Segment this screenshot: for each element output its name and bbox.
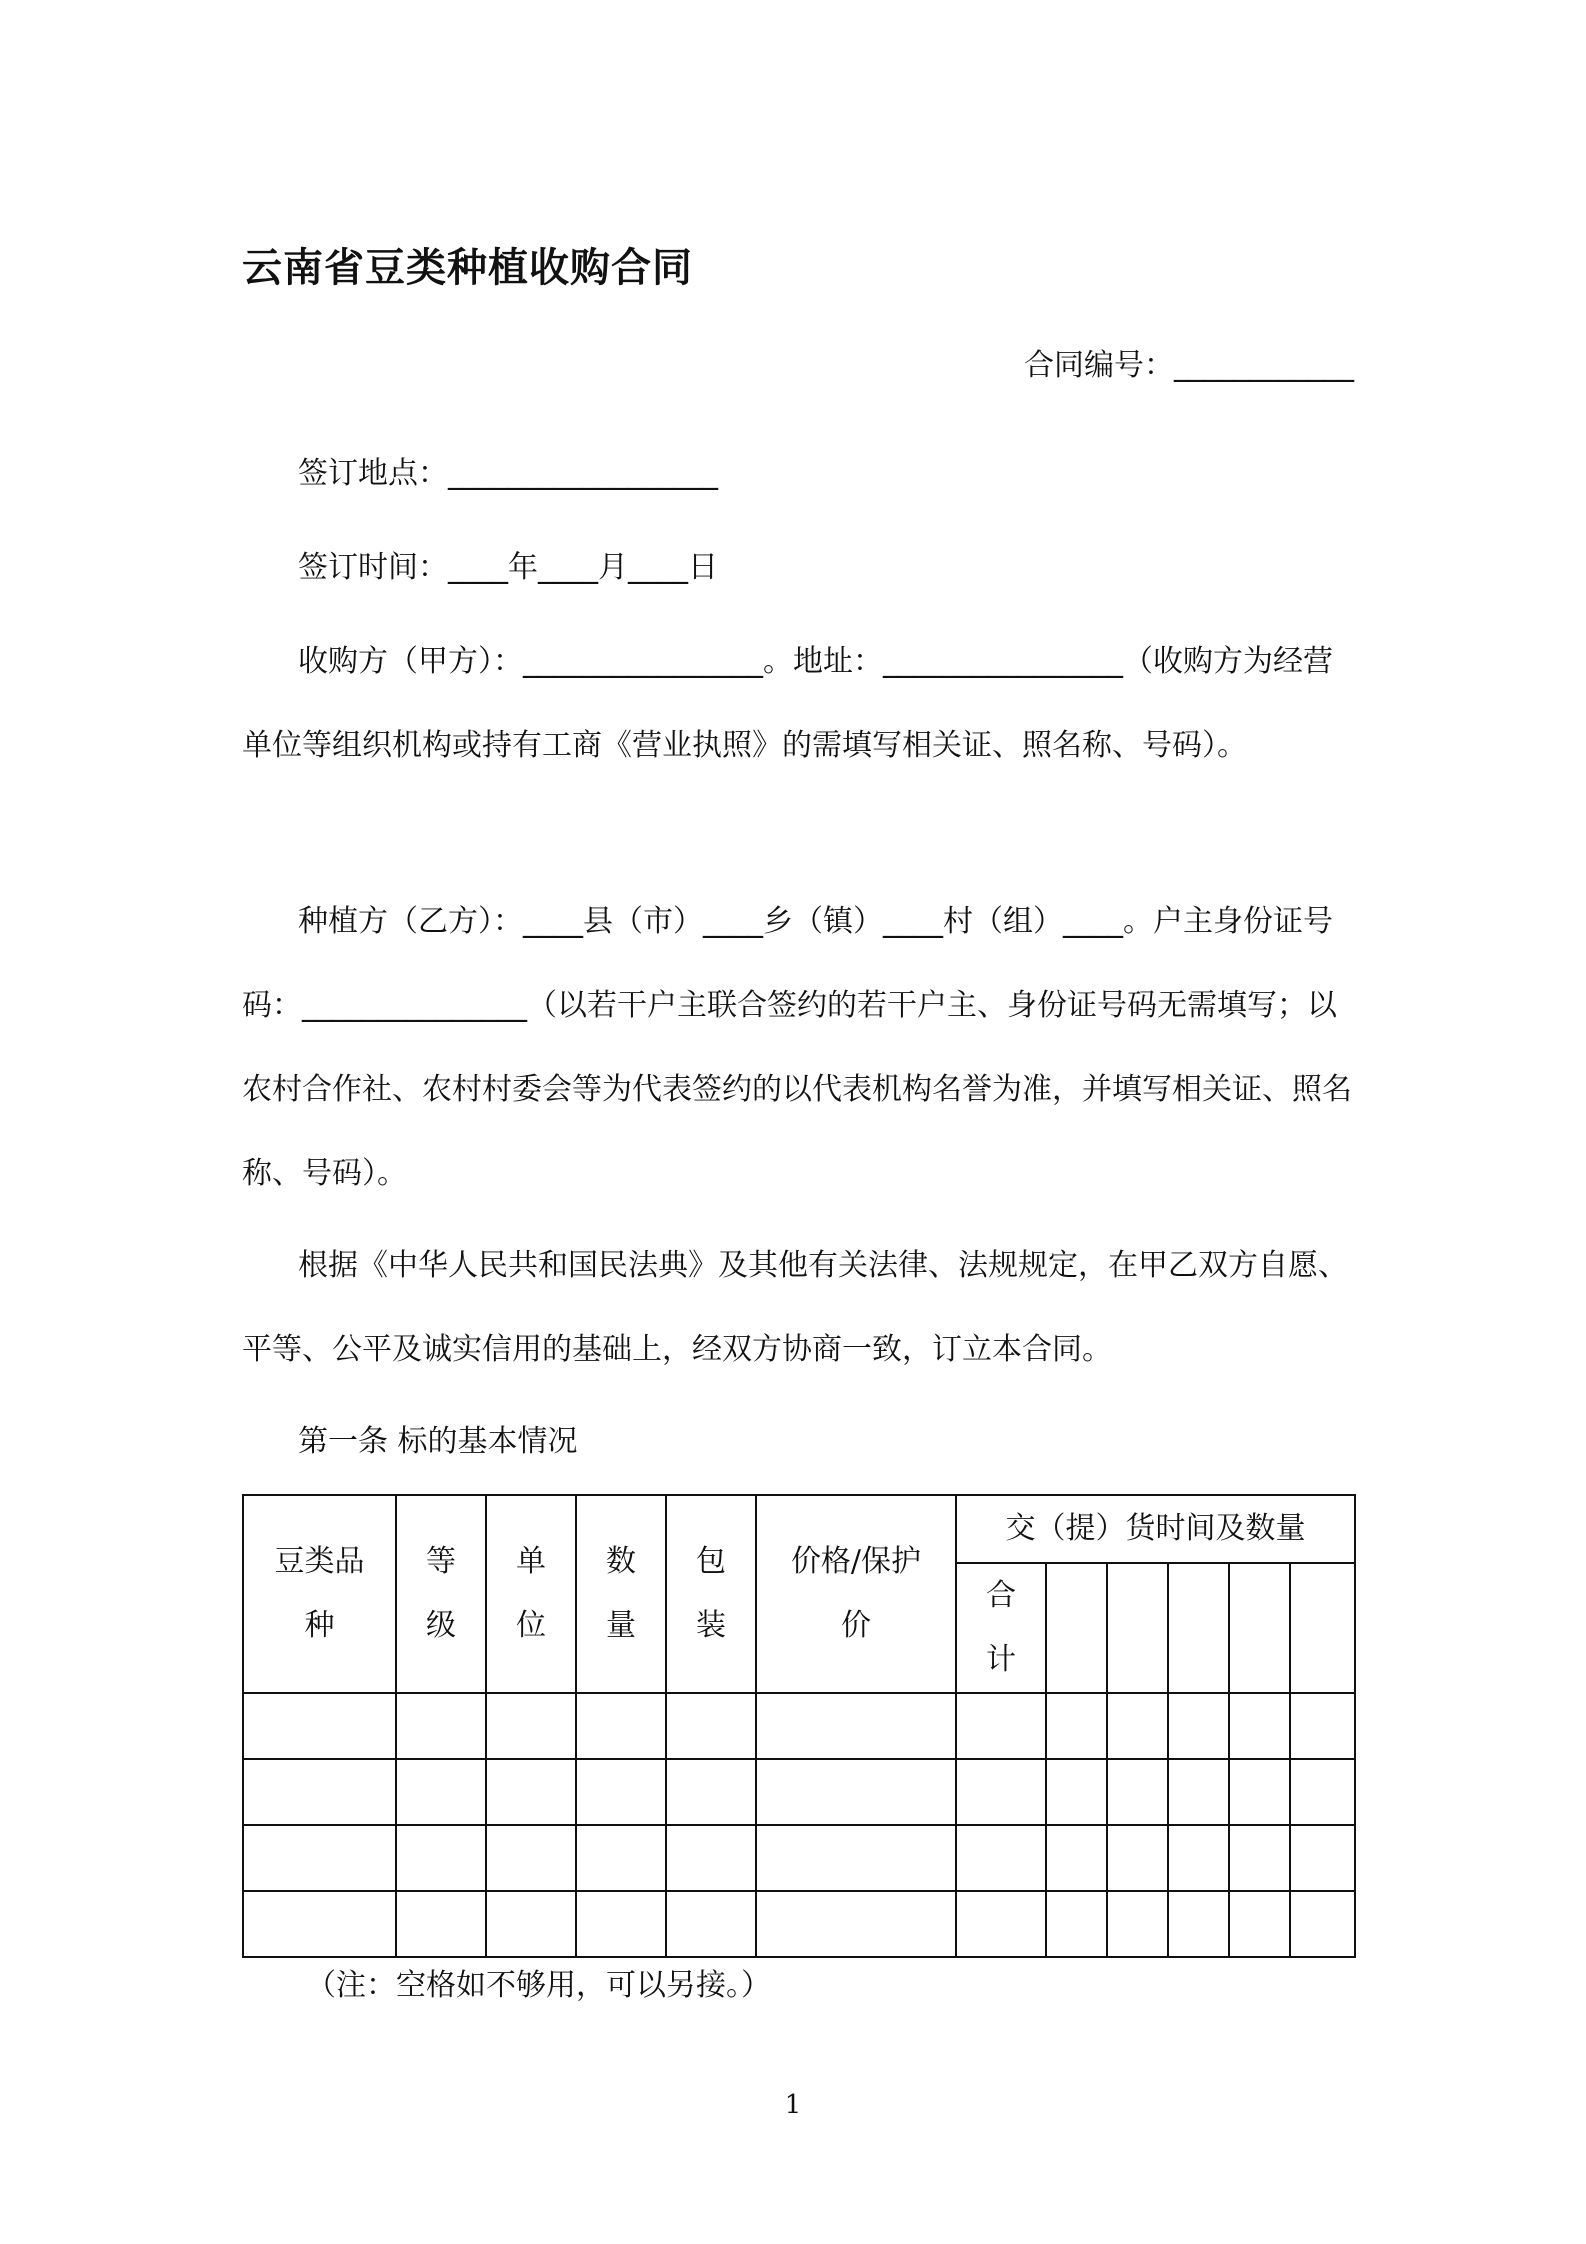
table-cell xyxy=(243,1759,396,1825)
table-row xyxy=(243,1891,1355,1957)
table-cell xyxy=(1046,1693,1107,1759)
table-cell xyxy=(396,1693,486,1759)
table-cell xyxy=(1229,1759,1290,1825)
table-cell xyxy=(666,1759,756,1825)
header-delivery-slot xyxy=(1107,1563,1168,1693)
table-cell xyxy=(756,1891,956,1957)
table-cell xyxy=(1290,1891,1355,1957)
page-number: 1 xyxy=(784,2090,802,2120)
subject-table xyxy=(242,1494,1356,1958)
table-cell xyxy=(956,1891,1046,1957)
header-quantity: 数量 xyxy=(576,1495,666,1693)
table-cell xyxy=(1229,1693,1290,1759)
table-cell xyxy=(1046,1825,1107,1891)
table-row xyxy=(243,1693,1355,1759)
table-cell xyxy=(1046,1759,1107,1825)
table-cell xyxy=(243,1693,396,1759)
table-cell xyxy=(1046,1891,1107,1957)
contract-number: 合同编号：____________ xyxy=(1024,348,1354,383)
table-cell xyxy=(666,1825,756,1891)
planter-paragraph: 种植方（乙方）：____县（市）____乡（镇）____村（组）____。户主身份证号码：_______________（以若干户主联合签约的若干户主、身份证号码无需填写；以农村合作社、农村村委会等为代表签约的以代表机构名誉为准，并填写相关证、照名称、号码）。 xyxy=(242,904,1352,1191)
table-cell xyxy=(243,1891,396,1957)
table-cell xyxy=(756,1825,956,1891)
table-cell xyxy=(576,1825,666,1891)
table-cell xyxy=(666,1891,756,1957)
table-cell xyxy=(576,1693,666,1759)
table-cell xyxy=(486,1825,576,1891)
table-cell xyxy=(1229,1891,1290,1957)
table-cell xyxy=(1107,1825,1168,1891)
table-cell xyxy=(243,1825,396,1891)
header-grade: 等级 xyxy=(396,1495,486,1693)
table-cell xyxy=(1168,1693,1229,1759)
table-cell xyxy=(1168,1825,1229,1891)
article-1-heading: 第一条 标的基本情况 xyxy=(298,1424,578,1459)
header-unit: 单位 xyxy=(486,1495,576,1693)
table-cell xyxy=(486,1759,576,1825)
table-cell xyxy=(1107,1759,1168,1825)
table-cell xyxy=(956,1825,1046,1891)
sign-place: 签订地点：__________________ xyxy=(298,456,718,491)
sign-time: 签订时间：____年____月____日 xyxy=(298,550,718,585)
table-cell xyxy=(666,1693,756,1759)
header-price: 价格/保护价 xyxy=(756,1495,956,1693)
buyer-paragraph: 收购方（甲方）：________________。地址：________________（收购方为经营单位等组织机构或持有工商《营业执照》的需填写相关证、照名称、号码）。 xyxy=(242,644,1333,763)
table-cell xyxy=(756,1759,956,1825)
table-cell xyxy=(1229,1825,1290,1891)
table-cell xyxy=(486,1693,576,1759)
header-delivery-slot xyxy=(1168,1563,1229,1693)
table-row xyxy=(243,1759,1355,1825)
table-cell xyxy=(956,1693,1046,1759)
table-cell xyxy=(1290,1759,1355,1825)
table-note: （注：空格如不够用，可以另接。） xyxy=(306,1968,771,2003)
table-cell xyxy=(956,1759,1046,1825)
table-cell xyxy=(486,1891,576,1957)
header-delivery-slot xyxy=(1046,1563,1107,1693)
document-title: 云南省豆类种植收购合同 xyxy=(242,245,693,291)
header-delivery: 交（提）货时间及数量 xyxy=(956,1495,1355,1563)
table-cell xyxy=(1107,1693,1168,1759)
header-packaging: 包装 xyxy=(666,1495,756,1693)
table-cell xyxy=(1107,1891,1168,1957)
table-cell xyxy=(756,1693,956,1759)
header-delivery-slot xyxy=(1290,1563,1355,1693)
table-cell xyxy=(1168,1891,1229,1957)
table-cell xyxy=(396,1759,486,1825)
header-delivery-slot xyxy=(1229,1563,1290,1693)
table-row xyxy=(243,1825,1355,1891)
table-cell xyxy=(1168,1759,1229,1825)
table-cell xyxy=(1290,1693,1355,1759)
table-cell xyxy=(396,1825,486,1891)
table-cell xyxy=(1290,1825,1355,1891)
header-variety: 豆类品种 xyxy=(243,1495,396,1693)
table-cell xyxy=(576,1891,666,1957)
table-header-row xyxy=(243,1495,1355,1563)
basis-paragraph: 根据《中华人民共和国民法典》及其他有关法律、法规规定，在甲乙双方自愿、平等、公平及诚实信用的基础上，经双方协商一致，订立本合同。 xyxy=(242,1248,1348,1367)
header-total: 合计 xyxy=(956,1563,1046,1693)
table-cell xyxy=(576,1759,666,1825)
table-cell xyxy=(396,1891,486,1957)
